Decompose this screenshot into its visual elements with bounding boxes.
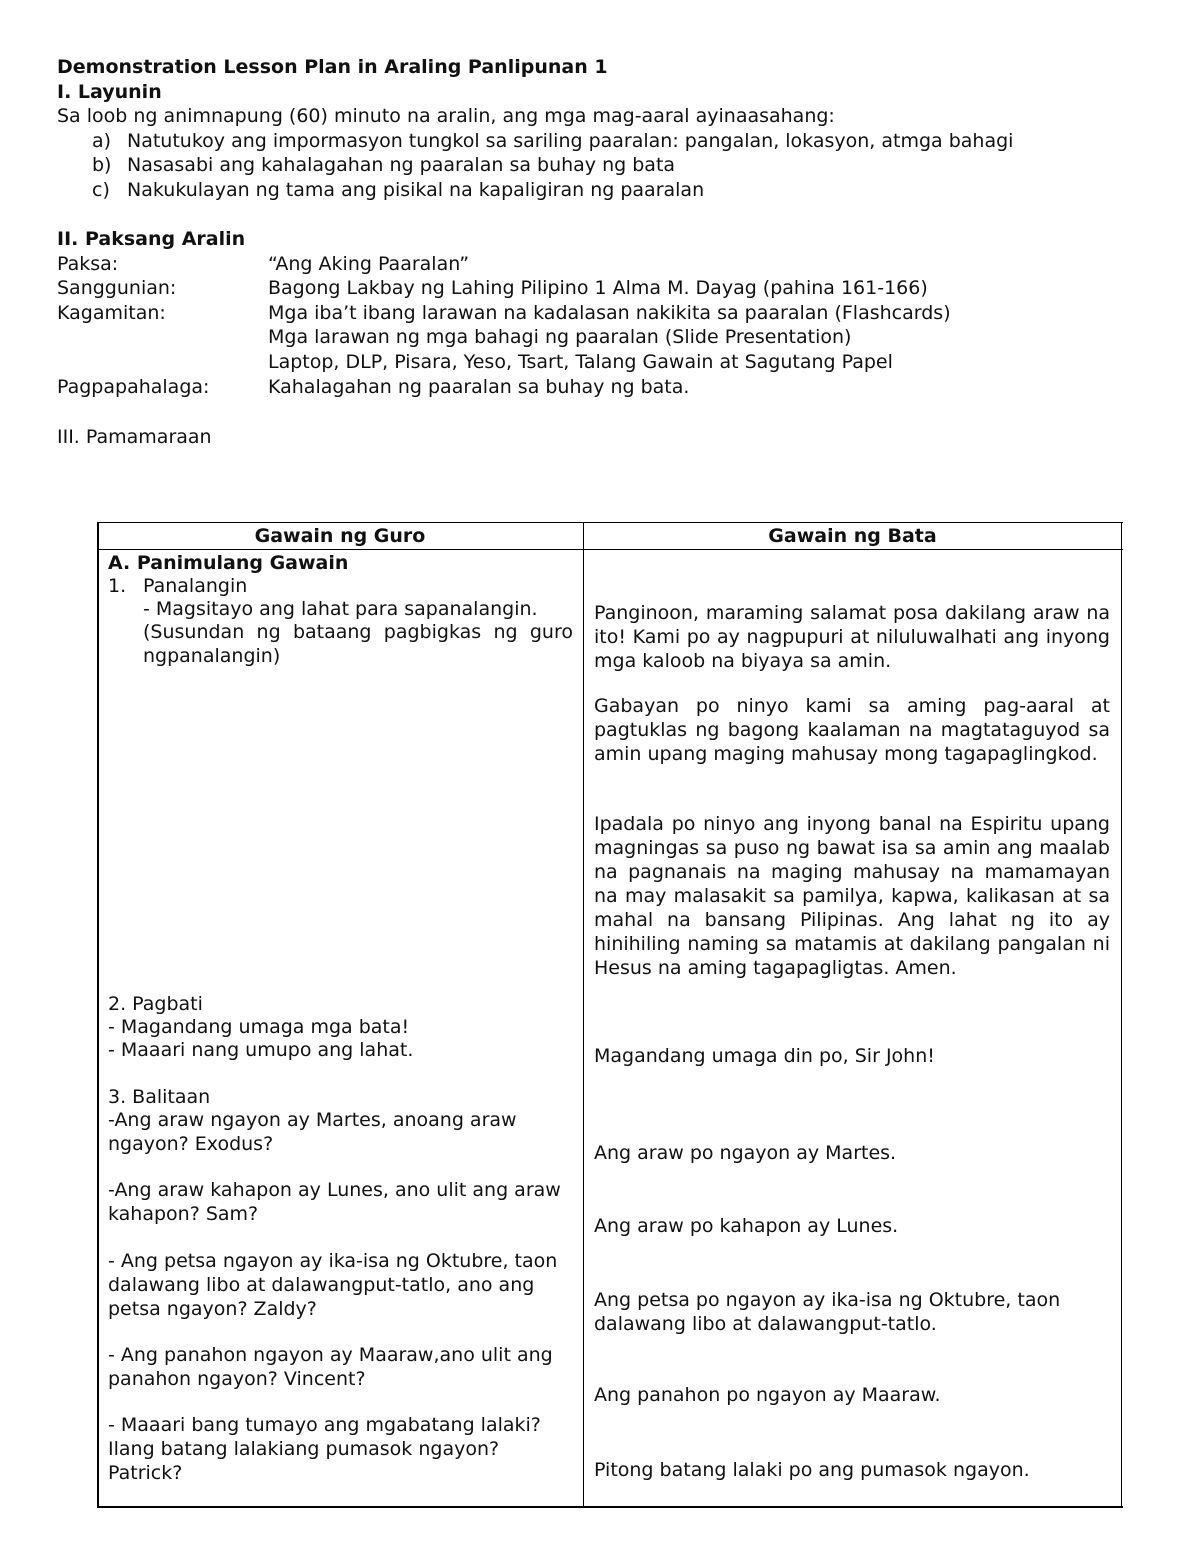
pagbati-line: - Maaari nang umupo ang lahat. [108, 1039, 414, 1061]
kagamitan-label: Kagamitan: [57, 302, 166, 324]
pagpapahalaga-value: Kahalagahan ng paaralan sa buhay ng bata. [268, 376, 690, 398]
balitaan-response: Ang panahon po ngayon ay Maaraw. [594, 1384, 941, 1406]
kagamitan-value: Mga iba’t ibang larawan na kadalasan nakikita sa paaralan (Flashcards) [268, 302, 951, 324]
balitaan-question: - Maaari bang tumayo ang mgabatang lalaki? Ilang batang lalakiang pumasok ngayon? Patrick? [108, 1414, 541, 1484]
prayer-paragraph: Panginoon, maraming salamat posa dakilang araw na ito! Kami po ay nagpupuri at niluluwalhati ang inyong mga kaloob na biyaya sa amin. [594, 602, 1110, 672]
lesson-table [97, 522, 1123, 1507]
column-header-guro: Gawain ng Guro [254, 525, 426, 547]
balitaan-question: -Ang araw kahapon ay Lunes, ano ulit ang araw kahapon? Sam? [108, 1179, 561, 1225]
section-heading-pamamaraan: III. Pamamaraan [57, 426, 212, 448]
document-title: Demonstration Lesson Plan in Araling Panlipunan 1 [57, 56, 608, 78]
layunin-intro: Sa loob ng animnapung (60) minuto na aralin, ang mga mag-aaral ayinaasahang: [57, 105, 835, 127]
balitaan-question: - Ang petsa ngayon ay ika-isa ng Oktubre, taon dalawang libo at dalawangput-tatlo, ano ang petsa ngayon? Zaldy? [108, 1250, 558, 1320]
objective-text: Natutukoy ang impormasyon tungkol sa sariling paaralan: pangalan, lokasyon, atmga bahagi [127, 130, 1014, 152]
table-header-divider [97, 549, 1123, 550]
panalangin-note: (Susundan ng bataang pagbigkas ng guro ngpanalangin) [143, 621, 573, 667]
balitaan-question: - Ang panahon ngayon ay Maaraw,ano ulit ang panahon ngayon? Vincent? [108, 1344, 553, 1390]
table-border-bottom [97, 1506, 1123, 1508]
table-border-left [97, 522, 99, 1508]
table-border-right [1121, 522, 1122, 1508]
balitaan-response: Ang araw po kahapon ay Lunes. [594, 1215, 899, 1237]
panalangin-number: 1. [108, 575, 127, 597]
objective-letter: b) [92, 154, 112, 176]
sanggunian-label: Sanggunian: [57, 277, 177, 299]
kagamitan-value: Laptop, DLP, Pisara, Yeso, Tsart, Talang Gawain at Sagutang Papel [268, 351, 893, 373]
objective-text: Nasasabi ang kahalagahan ng paaralan sa buhay ng bata [127, 154, 676, 176]
pagbati-title: 2. Pagbati [108, 993, 203, 1015]
pagbati-line: - Magandang umaga mga bata! [108, 1016, 410, 1038]
prayer-paragraph: Ipadala po ninyo ang inyong banal na Espiritu upang magningas sa puso ng bawat isa sa amin ang maalab na pagnanais na maging mahusay na mamamayan na may malasakit sa pamilya, kapwa, kalikasan at sa mahal na bansang Pilipinas. Ang lahat ng ito ay hinihiling naming sa matamis at dakilang pangalan ni Hesus na aming tagapagligtas. Amen. [594, 813, 1110, 979]
sanggunian-value: Bagong Lakbay ng Lahing Pilipino 1 Alma M. Dayag (pahina 161-166) [268, 277, 928, 299]
objective-letter: a) [92, 130, 112, 152]
balitaan-response: Pitong batang lalaki po ang pumasok ngayon. [594, 1459, 1030, 1481]
balitaan-title: 3. Balitaan [108, 1086, 211, 1108]
paksa-value: “Ang Aking Paaralan” [268, 253, 470, 275]
balitaan-response: Ang araw po ngayon ay Martes. [594, 1142, 897, 1164]
paksa-label: Paksa: [57, 253, 119, 275]
panalangin-title: Panalangin [143, 575, 248, 597]
guro-section-title: A. Panimulang Gawain [108, 552, 349, 574]
section-heading-paksang-aralin: II. Paksang Aralin [57, 228, 246, 250]
balitaan-response: Ang petsa po ngayon ay ika-isa ng Oktubre, taon dalawang libo at dalawangput-tatlo. [594, 1289, 1061, 1335]
column-header-bata: Gawain ng Bata [768, 525, 937, 547]
kagamitan-value: Mga larawan ng mga bahagi ng paaralan (Slide Presentation) [268, 326, 852, 348]
objective-text: Nakukulayan ng tama ang pisikal na kapaligiran ng paaralan [127, 179, 705, 201]
objective-letter: c) [92, 179, 110, 201]
panalangin-instruction: - Magsitayo ang lahat para sapanalangin. [143, 598, 538, 620]
prayer-paragraph: Gabayan po ninyo kami sa aming pag-aaral at pagtuklas ng bagong kaalaman na magtataguyod sa amin upang maging mahusay mong tagapaglingkod. [594, 695, 1110, 765]
pagpapahalaga-label: Pagpapahalaga: [57, 376, 210, 398]
section-heading-layunin: I. Layunin [57, 81, 162, 103]
table-column-divider [583, 522, 584, 1508]
balitaan-question: -Ang araw ngayon ay Martes, anoang araw ngayon? Exodus? [108, 1109, 517, 1155]
pagbati-response: Magandang umaga din po, Sir John! [594, 1045, 935, 1067]
